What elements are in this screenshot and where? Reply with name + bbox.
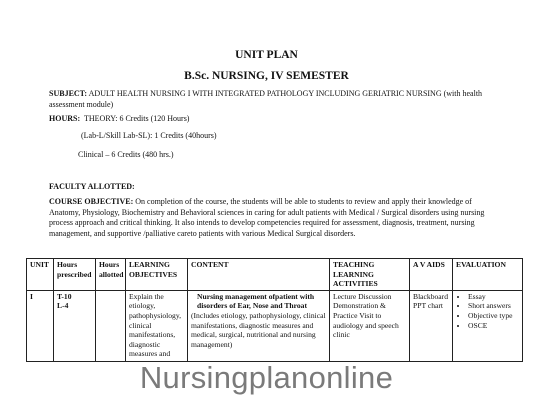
cell-objectives: Explain the etiology, pathophysiology, clinical manifestations, diagnostic measures and (126, 290, 188, 361)
cell-teaching: Lecture Discussion Demonstration & Practice Visit to audiology and speech clinic (330, 290, 410, 361)
hours-theory-value: T-10 (57, 291, 72, 301)
unit-plan-table (26, 258, 523, 362)
hours-theory: THEORY: 6 Credits (120 Hours) (83, 114, 190, 123)
header-teaching-activities: TEACHING LEARNING ACTIVITIES (330, 259, 410, 291)
hours-line (49, 114, 489, 125)
objective-text: On completion of the course, the students will be able to students to review and apply their knowledge of Anatomy, Physiology, Biochemistry and Behavioral sciences in caring for adult patients with Medical / Surgical disorders using nursing process approach and critical thinking. It also intends to develop competencies required for assessment, diagnosis, treatment, nursing management, and supportive /palliative careto patients with various Medical Surgical disorders. (49, 197, 485, 238)
objective-label: COURSE OBJECTIVE: (49, 197, 134, 206)
header-av-aids: A V AIDS (410, 259, 453, 291)
evaluation-item: • Objective type (468, 311, 519, 321)
page-title: UNIT PLAN (235, 49, 298, 61)
course-objective (49, 197, 499, 239)
cell-hours-allotted (96, 290, 126, 361)
evaluation-item: • Short answers (468, 301, 519, 311)
table-header-row (27, 259, 523, 291)
cell-unit: I (27, 290, 54, 361)
cell-evaluation (453, 290, 523, 361)
content-body: (Includes etiology, pathophysiology, clinical manifestations, diagnostic measures and medical, surgical, nutritional and nursing management) (191, 310, 326, 349)
hours-clinical: Clinical – 6 Credits (480 hrs.) (78, 150, 174, 159)
content-heading: Nursing management ofpatient with disorders of Ear, Nose and Throat (197, 291, 315, 311)
cell-hours-prescribed (54, 290, 96, 361)
header-evaluation: EVALUATION (453, 259, 523, 291)
hours-label: HOURS: (49, 114, 81, 123)
faculty-label: FACULTY ALLOTTED: (49, 182, 135, 191)
header-hours-prescribed: Hours prescribed (54, 259, 96, 291)
header-hours-allotted: Hours allotted (96, 259, 126, 291)
subject-text: ADULT HEALTH NURSING I WITH INTEGRATED PATHOLOGY INCLUDING GERIATRIC NURSING (with health assessment module) (49, 89, 483, 109)
evaluation-item: • Essay (468, 292, 519, 302)
hours-lab-value: L-4 (57, 301, 69, 311)
table-row (27, 290, 523, 361)
hours-lab: (Lab-L/Skill Lab-SL): 1 Credits (40hours) (81, 131, 217, 140)
header-unit: UNIT (27, 259, 54, 291)
page-subtitle: B.Sc. NURSING, IV SEMESTER (184, 70, 349, 82)
cell-av-aids: Blackboard PPT chart (410, 290, 453, 361)
cell-content (188, 290, 330, 361)
subject-label: SUBJECT: (49, 89, 88, 98)
watermark-text: Nursingplanonline (139, 360, 394, 395)
evaluation-list (456, 292, 519, 330)
evaluation-item: • OSCE (468, 321, 519, 331)
header-content: CONTENT (188, 259, 330, 291)
subject-line (49, 89, 489, 110)
header-learning-objectives: LEARNING OBJECTIVES (126, 259, 188, 291)
